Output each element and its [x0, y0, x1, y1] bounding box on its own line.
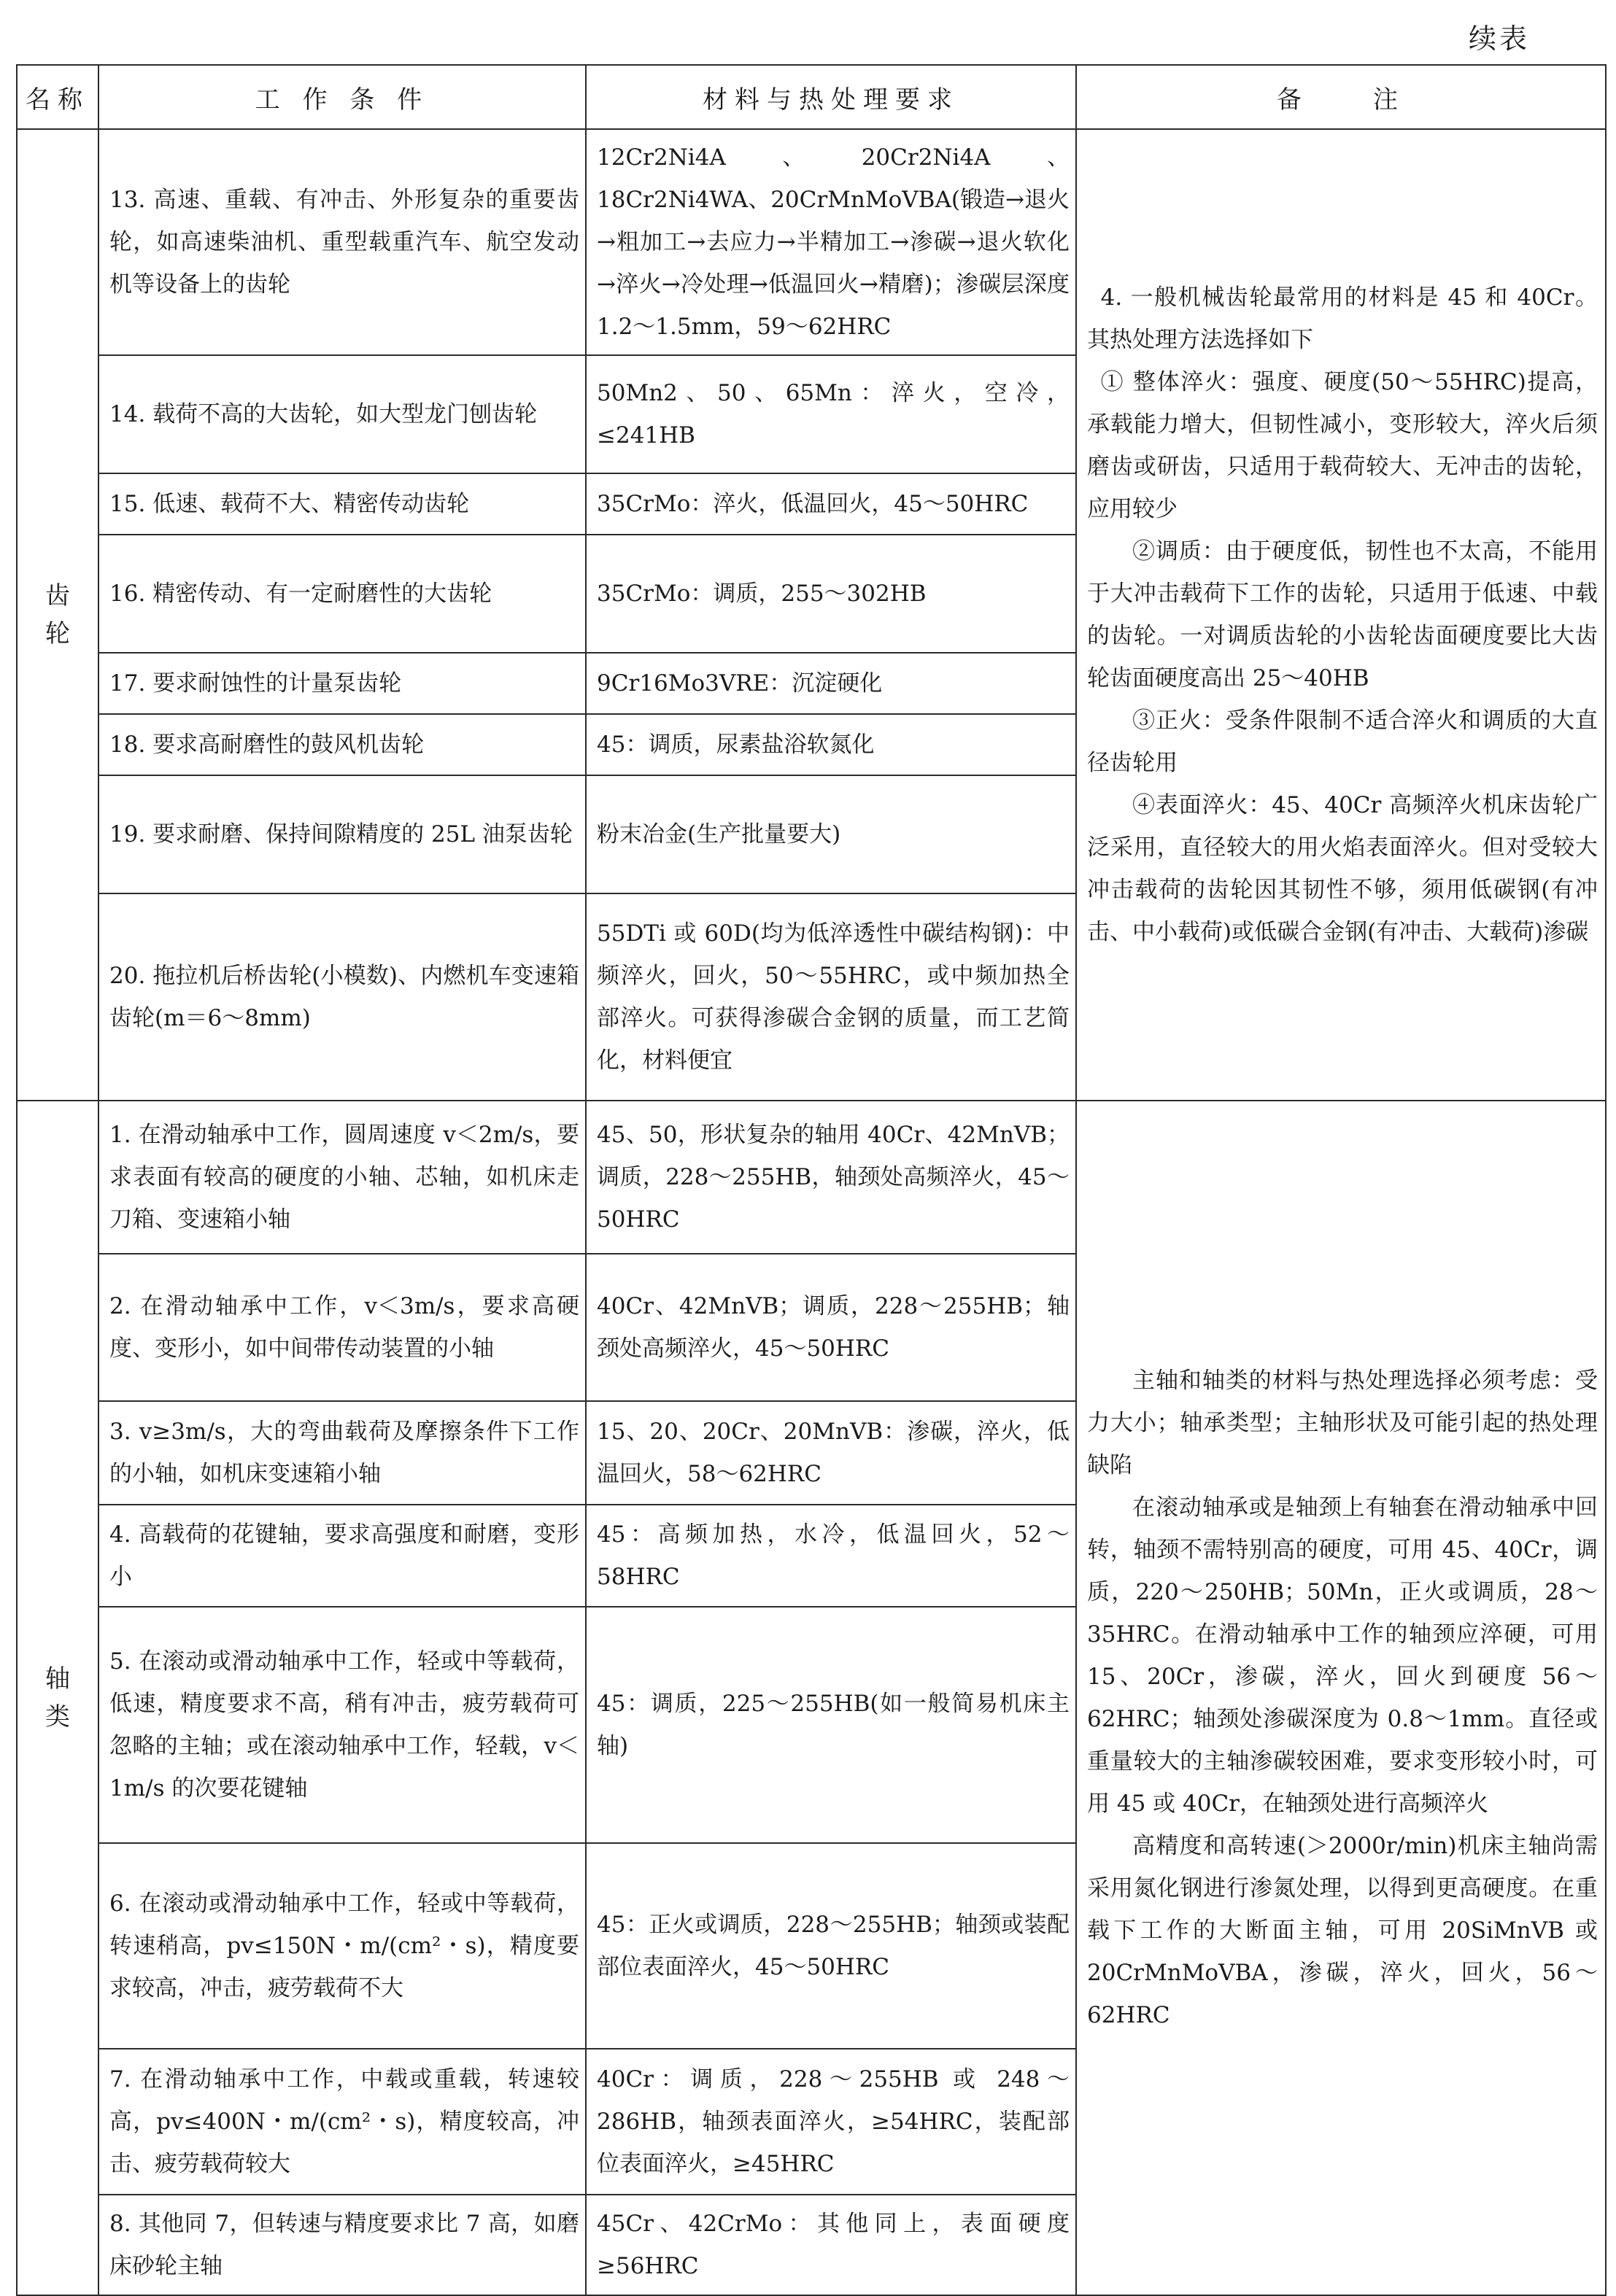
gear-note: ③正火：受条件限制不适合淬火和调质的大直径齿轮用: [1087, 707, 1598, 776]
category-gear-label: 齿 轮: [45, 581, 70, 648]
material-cell: 35CrMo：调质，255～302HB: [586, 535, 1076, 653]
continued-table-label: 续表: [1468, 23, 1530, 55]
material-cell: 15、20、20Cr、20MnVB：渗碳，淬火，低温回火，58～62HRC: [586, 1401, 1076, 1505]
material-cell: 45：正火或调质，228～255HB；轴颈或装配部位表面淬火，45～50HRC: [586, 1843, 1076, 2049]
condition-cell: 19. 要求耐磨、保持间隙精度的 25L 油泵齿轮: [98, 775, 586, 893]
category-shaft-label: 轴 类: [45, 1664, 70, 1731]
condition-cell: 8. 其他同 7，但转速与精度要求比 7 高，如磨床砂轮主轴: [98, 2195, 586, 2295]
material-cell: 9Cr16Mo3VRE：沉淀硬化: [586, 653, 1076, 714]
shaft-notes-cell: [1076, 1101, 1606, 2295]
condition-cell: 18. 要求高耐磨性的鼓风机齿轮: [98, 714, 586, 775]
condition-cell: 14. 载荷不高的大齿轮，如大型龙门刨齿轮: [98, 355, 586, 473]
material-cell: 45Cr、42CrMo：其他同上，表面硬度≥56HRC: [586, 2195, 1076, 2295]
shaft-note: 在滚动轴承或是轴颈上有轴套在滑动轴承中回转，轴颈不需特别高的硬度，可用 45、40Cr，调质，220～250HB；50Mn，正火或调质，28～35HRC。在滑动轴承中工作的轴颈应淬硬，可用 15、20Cr，渗碳，淬火，回火到硬度 56～62HRC；轴颈处渗碳深度为 0.8～1mm。直径或重量较大的主轴渗碳较困难，要求变形较小时，可用 45 或 40Cr，在轴颈处进行高频淬火: [1087, 1494, 1598, 1817]
gear-note: 4. 一般机械齿轮最常用的材料是 45 和 40Cr。其热处理方法选择如下: [1087, 284, 1598, 353]
header-name: 名称: [17, 65, 98, 129]
category-shaft: [17, 1101, 98, 2295]
condition-cell: 1. 在滑动轴承中工作，圆周速度 v＜2m/s，要求表面有较高的硬度的小轴、芯轴，如机床走刀箱、变速箱小轴: [98, 1101, 586, 1254]
material-cell: 45：高频加热，水冷，低温回火，52～58HRC: [586, 1505, 1076, 1607]
material-cell: 40Cr、42MnVB；调质，228～255HB；轴颈处高频淬火，45～50HRC: [586, 1254, 1076, 1401]
condition-cell: 2. 在滑动轴承中工作，v＜3m/s，要求高硬度、变形小，如中间带传动装置的小轴: [98, 1254, 586, 1401]
category-gear: [17, 129, 98, 1101]
gear-note: ②调质：由于硬度低，韧性也不太高，不能用于大冲击载荷下工作的齿轮，只适用于低速、中载的齿轮。一对调质齿轮的小齿轮齿面硬度要比大齿轮齿面硬度高出 25～40HB: [1087, 538, 1598, 691]
header-conditions: 工 作 条 件: [98, 65, 586, 129]
gear-note: ① 整体淬火：强度、硬度(50～55HRC)提高，承载能力增大，但韧性减小，变形较大，淬火后须磨齿或研齿，只适用于载荷较大、无冲击的齿轮，应用较少: [1087, 369, 1598, 522]
gear-notes-cell: [1076, 129, 1606, 1101]
shaft-note: 主轴和轴类的材料与热处理选择必须考虑：受力大小；轴承类型；主轴形状及可能引起的热处理缺陷: [1087, 1368, 1598, 1478]
condition-cell: 16. 精密传动、有一定耐磨性的大齿轮: [98, 535, 586, 653]
material-cell: 粉末冶金(生产批量要大): [586, 775, 1076, 893]
material-cell: 40Cr：调质，228～255HB 或 248～286HB，轴颈表面淬火，≥54HRC，装配部位表面淬火，≥45HRC: [586, 2049, 1076, 2195]
condition-cell: 5. 在滚动或滑动轴承中工作，轻或中等载荷，低速，精度要求不高，稍有冲击，疲劳载荷可忽略的主轴；或在滚动轴承中工作，轻载，v＜1m/s 的次要花键轴: [98, 1607, 586, 1843]
condition-cell: 6. 在滚动或滑动轴承中工作，轻或中等载荷，转速稍高，pv≤150N・m/(cm²・s)，精度要求较高，冲击，疲劳载荷不大: [98, 1843, 586, 2049]
material-heat-treatment-table: [16, 64, 1607, 2296]
shaft-note: 高精度和高转速(＞2000r/min)机床主轴尚需采用氮化钢进行渗氮处理，以得到更高硬度。在重载下工作的大断面主轴，可用 20SiMnVB 或 20CrMnMoVBA，渗碳，淬火，回火，56～62HRC: [1087, 1833, 1598, 2028]
gear-note: ④表面淬火：45、40Cr 高频淬火机床齿轮广泛采用，直径较大的用火焰表面淬火。但对受较大冲击载荷的齿轮因其韧性不够，须用低碳钢(有冲击、中小载荷)或低碳合金钢(有冲击、大载荷)渗碳: [1087, 792, 1598, 945]
condition-cell: 7. 在滑动轴承中工作，中载或重载，转速较高，pv≤400N・m/(cm²・s)，精度较高，冲击、疲劳载荷较大: [98, 2049, 586, 2195]
condition-cell: 13. 高速、重载、有冲击、外形复杂的重要齿轮，如高速柴油机、重型载重汽车、航空发动机等设备上的齿轮: [98, 129, 586, 355]
condition-cell: 15. 低速、载荷不大、精密传动齿轮: [98, 473, 586, 535]
condition-cell: 3. v≥3m/s，大的弯曲载荷及摩擦条件下工作的小轴，如机床变速箱小轴: [98, 1401, 586, 1505]
material-cell: 45：调质，尿素盐浴软氮化: [586, 714, 1076, 775]
table-row: [17, 1101, 1606, 1254]
header-notes: 备 注: [1076, 65, 1606, 129]
table-row: [17, 129, 1606, 355]
header-material: 材料与热处理要求: [586, 65, 1076, 129]
material-cell: 12Cr2Ni4A、20Cr2Ni4A、18Cr2Ni4WA、20CrMnMoVBA(锻造→退火→粗加工→去应力→半精加工→渗碳→退火软化→淬火→冷处理→低温回火→精磨)；渗碳层深度 1.2～1.5mm，59～62HRC: [586, 129, 1076, 355]
condition-cell: 4. 高载荷的花键轴，要求高强度和耐磨，变形小: [98, 1505, 586, 1607]
material-cell: 45：调质，225～255HB(如一般简易机床主轴): [586, 1607, 1076, 1843]
material-cell: 55DTi 或 60D(均为低淬透性中碳结构钢)：中频淬火，回火，50～55HRC，或中频加热全部淬火。可获得渗碳合金钢的质量，而工艺简化，材料便宜: [586, 893, 1076, 1101]
material-cell: 50Mn2、50、65Mn：淬火，空冷，≤241HB: [586, 355, 1076, 473]
condition-cell: 17. 要求耐蚀性的计量泵齿轮: [98, 653, 586, 714]
material-cell: 35CrMo：淬火，低温回火，45～50HRC: [586, 473, 1076, 535]
table-header-row: [17, 65, 1606, 129]
material-cell: 45、50，形状复杂的轴用 40Cr、42MnVB；调质，228～255HB，轴颈处高频淬火，45～50HRC: [586, 1101, 1076, 1254]
condition-cell: 20. 拖拉机后桥齿轮(小模数)、内燃机车变速箱齿轮(m＝6～8mm): [98, 893, 586, 1101]
